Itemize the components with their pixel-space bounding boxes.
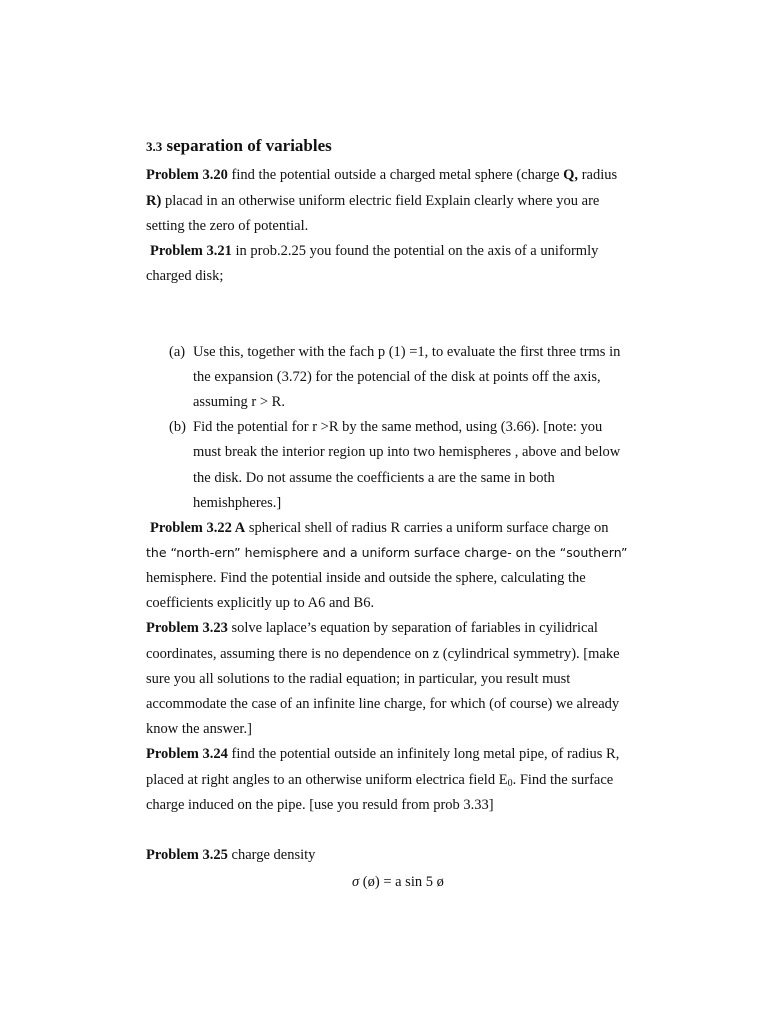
problem-3-23-line-5: know the answer.] [146, 721, 252, 737]
subscript-zero: 0 [507, 778, 513, 789]
problem-3-25-label: Problem 3.25 [146, 847, 228, 863]
problem-3-22-label: Problem 3.22 A [150, 520, 246, 536]
problem-3-24-line-1 [146, 745, 619, 763]
item-b-line-3: the disk. Do not assume the coefficients a are the same in both [193, 470, 555, 486]
problem-3-24-line-2 [146, 771, 613, 793]
problem-3-25-text: charge density [227, 847, 316, 863]
section-number: 3.3 [146, 139, 163, 154]
problem-3-22-line-4: coefficients explicitly up to A6 and B6. [146, 595, 375, 611]
problem-3-21-label: Problem 3.21 [150, 243, 232, 259]
problem-3-22-text: spherical shell of radius R carries a uniform surface charge on [245, 520, 609, 536]
problem-3-25-line-1 [146, 846, 315, 864]
problem-3-24-text: placed at right angles to an otherwise uniform electrica field E [146, 772, 508, 788]
radius-symbol: R) [146, 193, 162, 209]
problem-3-22-line-3: hemisphere. Find the potential inside and outside the sphere, calculating the [146, 570, 586, 586]
item-a-line-1: Use this, together with the fach p (1) =1, to evaluate the first three trms in [193, 344, 621, 360]
problem-3-20-line-2 [146, 192, 599, 210]
charge-symbol: Q, [563, 167, 579, 183]
problem-3-23-line-1 [146, 619, 598, 637]
problem-3-23-line-2: coordinates, assuming there is no dependence on z (cylindrical symmetry). [make [146, 646, 620, 662]
problem-3-23-label: Problem 3.23 [146, 620, 228, 636]
problem-3-20-line-3: setting the zero of potential. [146, 218, 309, 234]
problem-3-20-text: placad in an otherwise uniform electric field Explain clearly where you are [161, 193, 600, 209]
problem-3-21-text: in prob.2.25 you found the potential on the axis of a uniformly [231, 243, 599, 259]
item-b-marker: (b) [169, 419, 186, 435]
problem-3-24-label: Problem 3.24 [146, 746, 228, 762]
section-heading [146, 137, 332, 156]
problem-3-22-line-2: the “north-ern” hemisphere and a uniform surface charge- on the “southern” [146, 545, 628, 560]
problem-3-20-text: find the potential outside a charged metal sphere (charge [227, 167, 564, 183]
problem-3-24-line-3: charge induced on the pipe. [use you resuld from prob 3.33] [146, 797, 494, 813]
item-a-line-3: assuming r > R. [193, 394, 285, 410]
problem-3-24-text: . Find the surface [512, 772, 614, 788]
item-b-line-2: must break the interior region up into two hemispheres , above and below [193, 444, 621, 460]
problem-3-23-line-3: sure you all solutions to the radial equation; in particular, you result must [146, 671, 571, 687]
problem-3-23-text: solve laplace’s equation by separation of fariables in cyilidrical [227, 620, 598, 636]
sigma-symbol: σ [352, 874, 360, 890]
charge-density-equation [352, 873, 444, 891]
item-a-marker: (a) [169, 344, 186, 360]
item-b-line-4: hemishpheres.] [193, 495, 282, 511]
section-title: separation of variables [166, 136, 332, 155]
problem-3-23-line-4: accommodate the case of an infinite line charge, for which (of course) we already [146, 696, 620, 712]
problem-3-20-label: Problem 3.20 [146, 167, 228, 183]
problem-3-21-line-1 [150, 242, 598, 260]
problem-3-24-text: find the potential outside an infinitely long metal pipe, of radius R, [227, 746, 620, 762]
problem-3-20-line-1 [146, 166, 617, 184]
item-a-line-2: the expansion (3.72) for the potencial of the disk at points off the axis, [193, 369, 601, 385]
problem-3-21-line-2: charged disk; [146, 268, 224, 284]
problem-3-20-text: radius [578, 167, 618, 183]
problem-3-22-line-1 [150, 519, 609, 537]
item-b-line-1: Fid the potential for r >R by the same method, using (3.66). [note: you [193, 419, 603, 435]
equation-text: (ø) = a sin 5 ø [359, 874, 444, 890]
